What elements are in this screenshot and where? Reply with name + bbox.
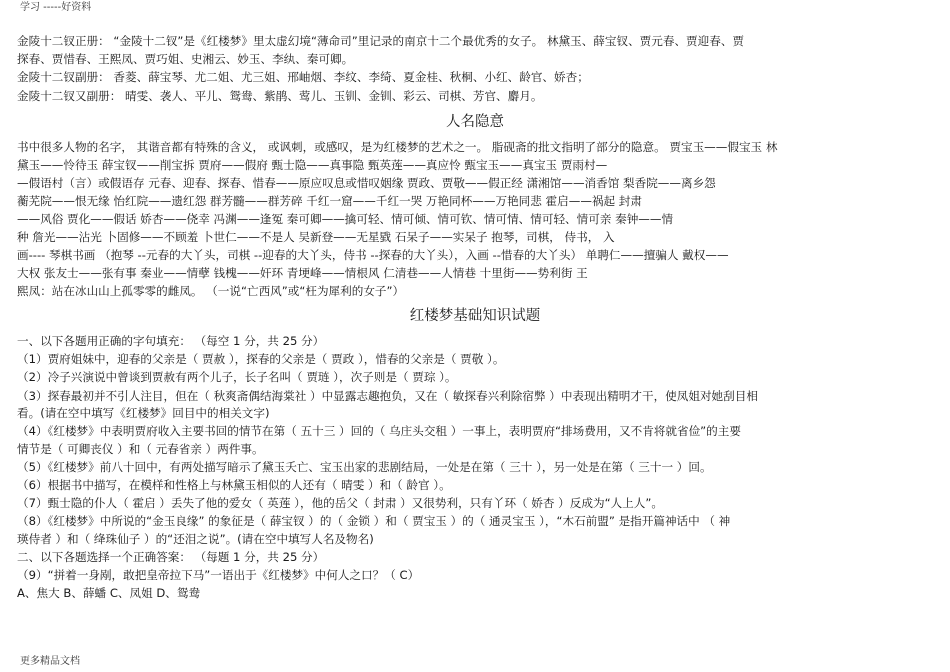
text-line: 看。(请在空中填写《红楼梦》回目中的相关文字) [17,406,270,420]
text-line: 黛玉——怜待玉 薛宝钗——削宝拆 贾府——假府 甄士隐——真事隐 甄英莲——真应怜 甄宝玉——真宝玉 贾雨村— [17,158,608,172]
text-line: 探春、贾惜春、王熙凤、贾巧姐、史湘云、妙玉、李纨、秦可卿。 [17,52,354,66]
text-line: （2）冷子兴演说中曾谈到贾赦有两个儿子，长子名叫（ 贾琏 ），次子则是（ 贾琮 ）。 [17,370,457,384]
text-line: 蘅芜院——恨无缘 怡红院——遗红怨 群芳髓——群芳碎 千红一窟——千红一哭 万艳同杯——万艳同悲 霍启——祸起 封肃 [17,194,642,208]
text-line: （5）《红楼梦》前八十回中，有两处描写暗示了黛玉夭亡、宝玉出家的悲剧结局，一处是在第（ 三十 ），另一处是在第（ 三十一 ）回。 [17,460,712,474]
text-line: —假语村（言）或假语存 元春、迎春、探春、惜春——原应叹息或惜叹姻缘 贾政、贾敬——假正经 潇湘馆——消香馆 梨香院——离乡怨 [17,176,716,190]
text-line: 熙凤：站在冰山山上孤零零的雌凤。 （一说“亡西风”或“枉为犀利的女子”） [17,284,405,298]
text-line: （4）《红楼梦》中表明贾府收入主要书回的情节在第（ 五十三 ）回的（ 乌庄头交租 ）一事上，表明贾府“排场费用，又不肯将就省俭”的主要 [17,424,741,438]
text-line: 二、以下各题选择一个正确答案： （每题 1 分，共 25 分） [17,550,325,564]
text-line: 画---- 琴棋书画 （抱琴 --元春的大丫头，司棋 --迎春的大丫头，侍书 --探春的大丫头），入画 --惜春的大丫头） 单聘仁——擅骗人 戴权—— [17,248,729,262]
text-line: （1）贾府姐妹中，迎春的父亲是（ 贾赦 ），探春的父亲是（ 贾政 ），惜春的父亲是（ 贾敬 ）。 [17,352,505,366]
text-line: （7）甄士隐的仆人（ 霍启 ）丢失了他的爱女（ 英莲 ），他的岳父（ 封肃 ）又很势利，只有丫环（ 娇杏 ）反成为“人上人”。 [17,496,663,510]
text-line: 金陵十二钗正册： “金陵十二钗”是《红楼梦》里太虚幻境“薄命司”里记录的南京十二个最优秀的女子。 林黛玉、薛宝钗、贾元春、贾迎春、贾 [17,34,745,48]
text-line: 一、以下各题用正确的字句填充： （每空 1 分，共 25 分） [17,334,325,348]
text-line: （3）探春最初并不引人注目，但在（ 秋爽斋偶结海棠社 ）中显露志趣抱负，又在（ 敏探春兴利除宿弊 ）中表现出精明才干，使凤姐对她刮目相 [17,389,758,403]
page-header: 学习 -----好资料 [20,2,92,13]
text-line: （8）《红楼梦》中所说的“金玉良缘” 的象征是（ 薛宝钗 ）的（ 金锁 ）和（ 贾宝玉 ）的（ 通灵宝玉 ），“木石前盟” 是指开篇神话中 （ 神 [17,514,731,528]
section-title: 人名隐意 [446,114,504,130]
text-line: 大权 张友士——张有事 秦业——情孽 钱槐——奸环 青埂峰——情根风 仁清巷——人情巷 十里街——势利街 王 [17,266,588,280]
text-line: （9）“拼着一身剐，敢把皇帝拉下马”一语出于《红楼梦》中何人之口？（ C） [17,568,420,582]
text-line: A、焦大 B、薛蟠 C、凤姐 D、鸳鸯 [17,586,201,600]
text-line: （6）根据书中描写，在模样和性格上与林黛玉相似的人还有（ 晴雯 ）和（ 龄官 ）。 [17,478,451,492]
text-line: 情节是（ 可卿丧仪 ）和（ 元春省亲 ）两件事。 [17,442,264,456]
text-line: 金陵十二钗副册： 香菱、薛宝琴、尤二姐、尤三姐、邢岫烟、李纹、李绮、夏金桂、秋桐、小红、龄官、娇杏； [17,70,589,84]
page-footer: 更多精品文档 [20,656,80,667]
text-line: 金陵十二钗又副册： 晴雯、袭人、平儿、鸳鸯、紫鹃、莺儿、玉钏、金钏、彩云、司棋、芳官、麝月。 [17,89,543,103]
text-line: ——风俗 贾化——假话 娇杏——侥幸 冯渊——逢冤 秦可卿——擒可轻、情可倾、情可钦、情可情、情可轻、情可亲 秦钟——情 [17,212,674,226]
text-line: 瑛侍者 ）和（ 绛珠仙子 ）的“还泪之说”。(请在空中填写人名及物名) [17,532,374,546]
section-title: 红楼梦基础知识试题 [409,308,541,324]
text-line: 种 詹光——沾光 卜固修——不顾羞 卜世仁——不是人 吴新登——无星戥 石呆子——实呆子 抱琴，司棋， 侍书， 入 [17,230,615,244]
text-line: 书中很多人物的名字， 其谐音都有特殊的含义， 或讽刺，或感叹，是为红楼梦的艺术之一。 脂砚斋的批文指明了部分的隐意。 贾宝玉——假宝玉 林 [17,140,778,154]
